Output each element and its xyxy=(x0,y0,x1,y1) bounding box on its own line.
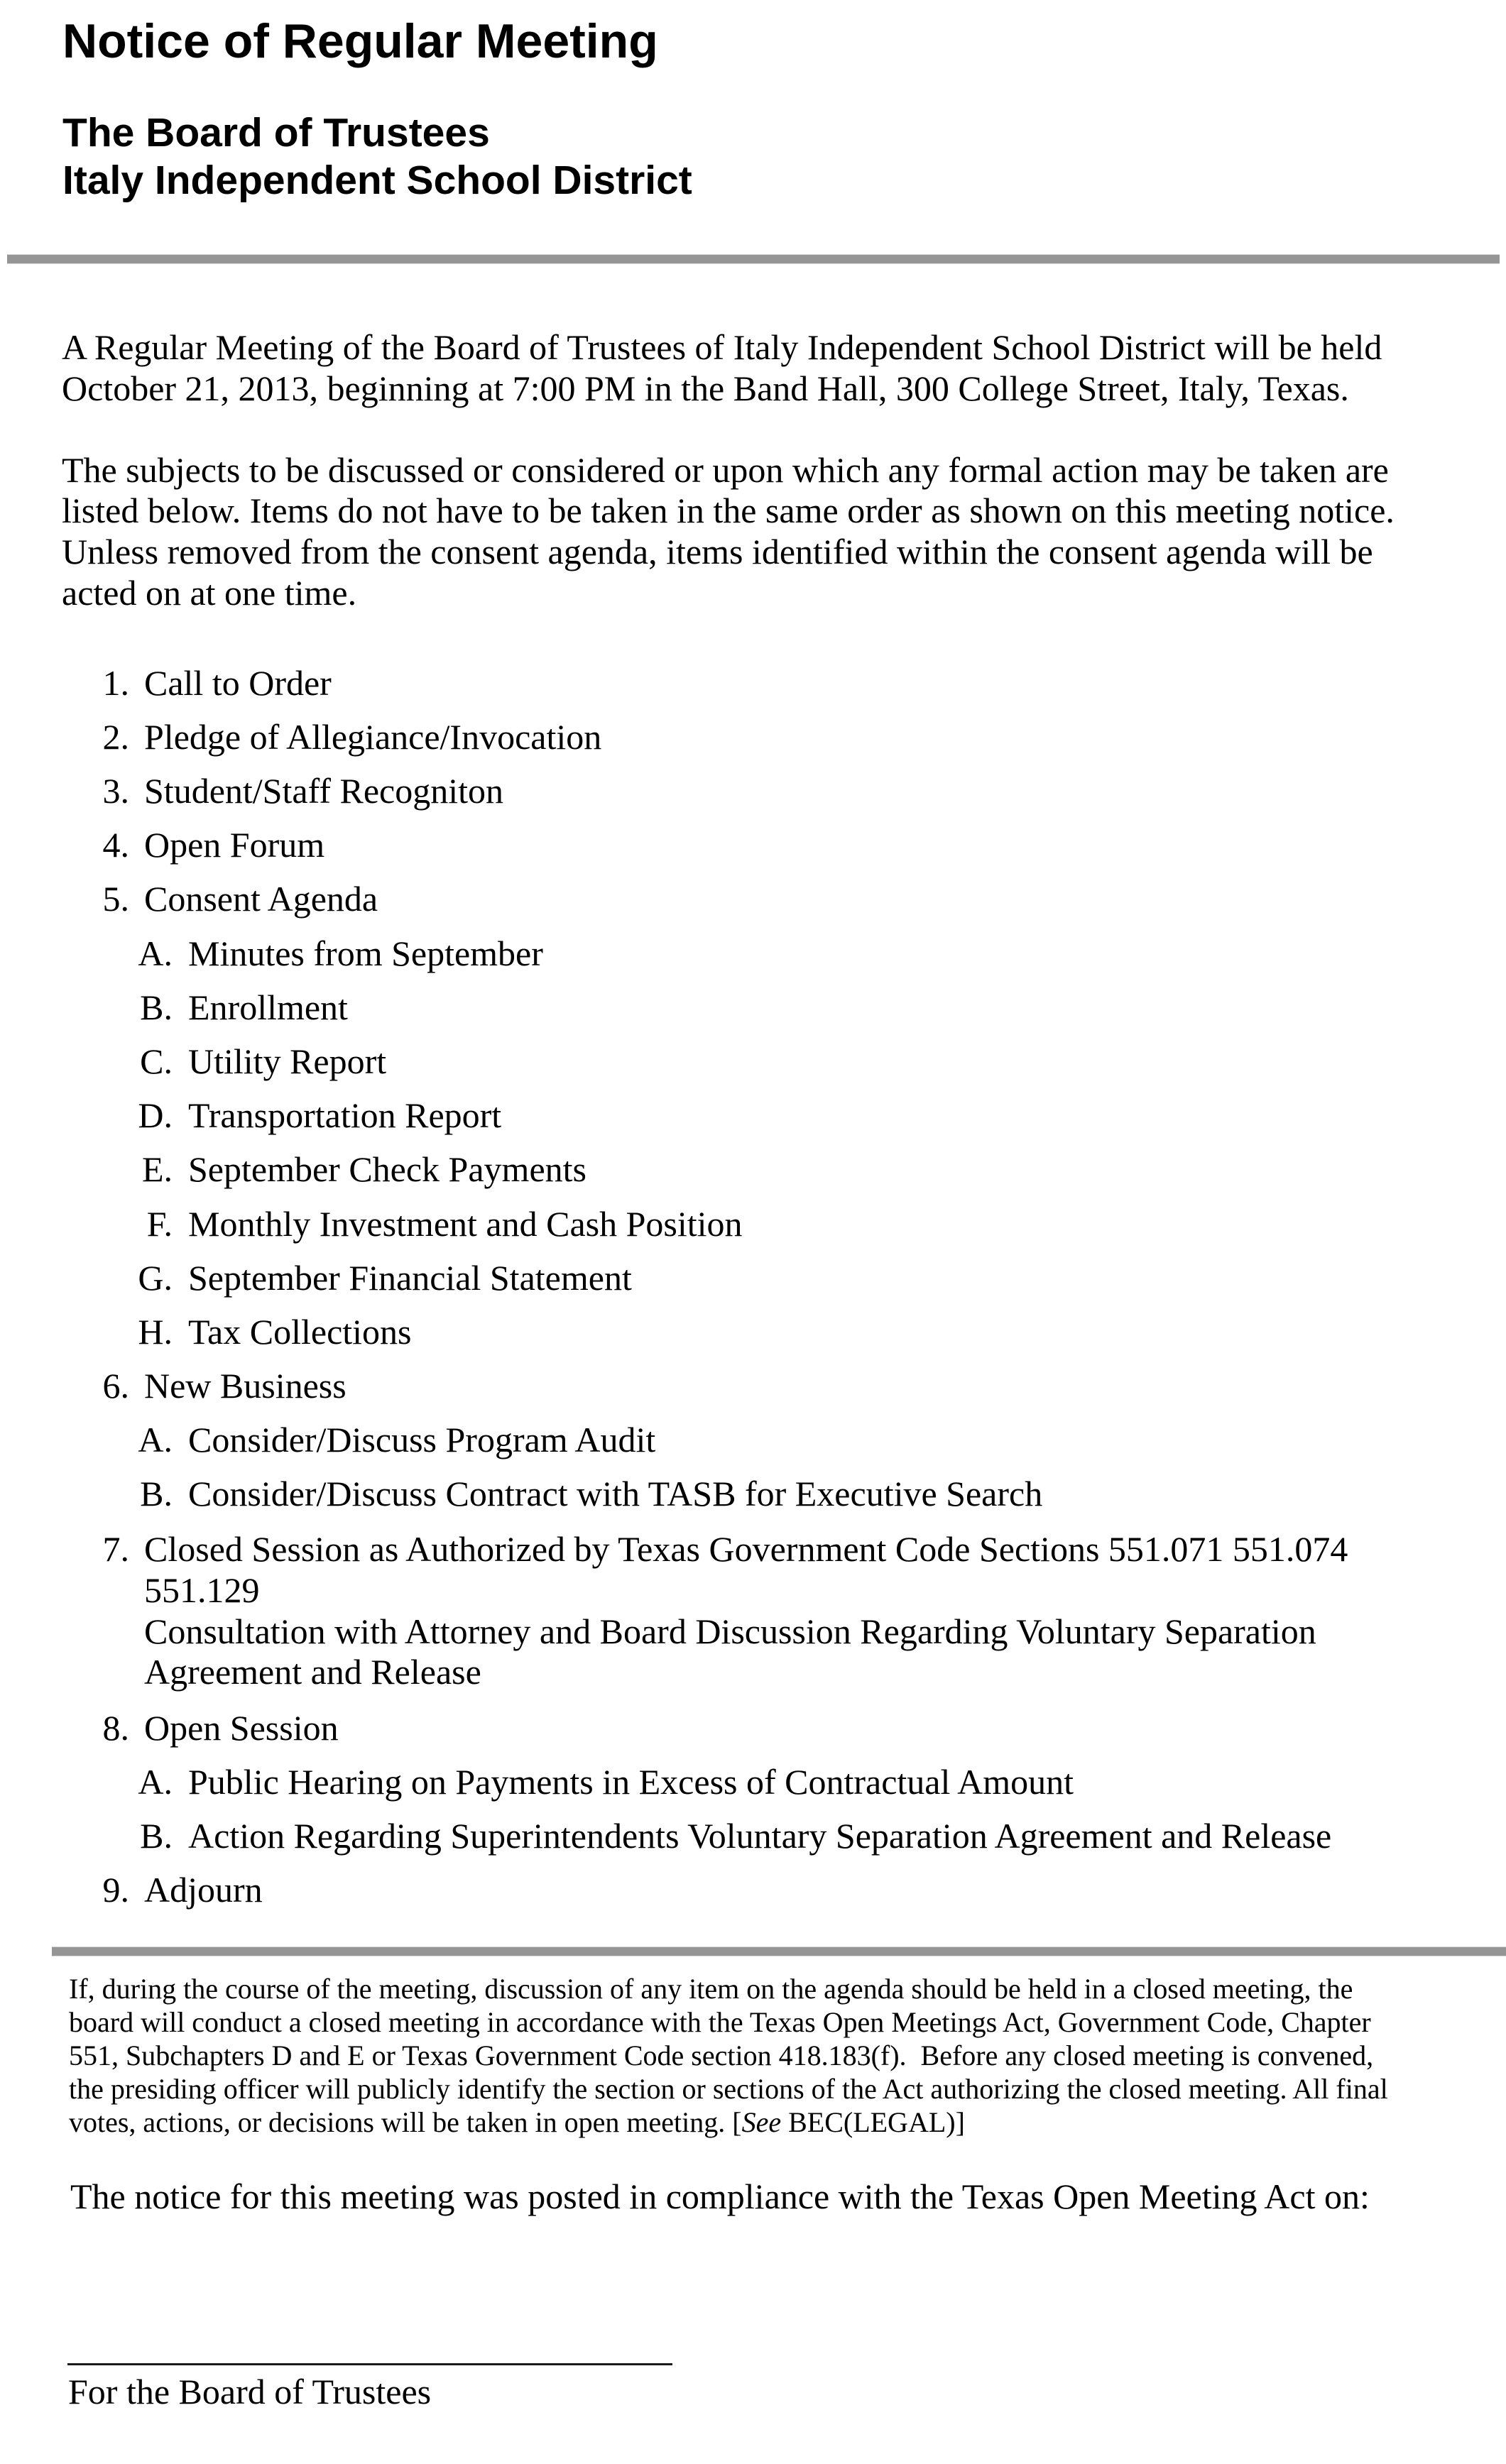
sub-item-letter: B. xyxy=(140,1474,173,1513)
agenda-item-text: Consent Agenda xyxy=(144,879,378,919)
agenda-item-text: Pledge of Allegiance/Invocation xyxy=(144,717,602,757)
sub-item-letter: D. xyxy=(138,1095,173,1135)
see-italic: See xyxy=(741,2106,782,2138)
sub-item-letter: C. xyxy=(140,1041,173,1081)
header-divider xyxy=(7,254,1500,264)
sub-item-letter: H. xyxy=(138,1312,173,1352)
sub-item-text: Consider/Discuss Contract with TASB for Executive Search xyxy=(188,1474,1043,1513)
legal-reference: BEC(LEGAL)] xyxy=(781,2106,965,2138)
agenda-item-text: Consultation with Attorney and Board Discussion Regarding Voluntary Separation xyxy=(144,1611,1316,1651)
agenda-item-text: Open Forum xyxy=(144,825,325,865)
sub-item-text: Public Hearing on Payments in Excess of Contractual Amount xyxy=(188,1762,1074,1802)
notice-line xyxy=(69,2108,965,2137)
notice-line: If, during the course of the meeting, discussion of any item on the agenda should be held in a closed meeting, the xyxy=(69,1973,1353,2005)
agenda-item-text: 551.129 xyxy=(144,1570,260,1610)
sub-item-text: Minutes from September xyxy=(188,933,543,973)
agenda-item-text: Student/Staff Recogniton xyxy=(144,771,503,811)
agenda-item-number: 1. xyxy=(102,663,129,703)
sub-item-letter: F. xyxy=(146,1204,173,1244)
intro-p1-line: A Regular Meeting of the Board of Trustees of Italy Independent School District will be held xyxy=(62,327,1382,367)
agenda-item-number: 8. xyxy=(102,1708,129,1748)
district-heading: Italy Independent School District xyxy=(62,158,692,203)
sub-item-letter: A. xyxy=(138,933,173,973)
agenda-item-number: 4. xyxy=(102,825,129,865)
notice-line: 551, Subchapters D and E or Texas Government Code section 418.183(f). Before any closed meeting is convened, xyxy=(69,2039,1374,2071)
sub-item-text: September Financial Statement xyxy=(188,1258,632,1298)
sub-item-letter: G. xyxy=(138,1258,173,1298)
intro-p2-line: listed below. Items do not have to be taken in the same order as shown on this meeting notice. xyxy=(62,491,1395,530)
posted-statement: The notice for this meeting was posted in compliance with the Texas Open Meeting Act on: xyxy=(70,2176,1370,2216)
sub-item-text: Utility Report xyxy=(188,1041,387,1081)
intro-p1-line: October 21, 2013, beginning at 7:00 PM in the Band Hall, 300 College Street, Italy, Texas. xyxy=(62,368,1349,408)
signature-line xyxy=(67,2363,672,2365)
sub-item-text: Enrollment xyxy=(188,987,348,1027)
board-heading: The Board of Trustees xyxy=(62,110,490,155)
sub-item-letter: A. xyxy=(138,1420,173,1460)
sub-item-text: Consider/Discuss Program Audit xyxy=(188,1420,656,1460)
agenda-item-text: Adjourn xyxy=(144,1870,263,1910)
agenda-item-number: 5. xyxy=(102,879,129,919)
page-title: Notice of Regular Meeting xyxy=(62,14,658,68)
sub-item-letter: B. xyxy=(140,1816,173,1856)
agenda-item-text: New Business xyxy=(144,1366,347,1406)
sub-item-text: September Check Payments xyxy=(188,1149,586,1189)
sub-item-letter: B. xyxy=(140,987,173,1027)
agenda-item-number: 6. xyxy=(102,1366,129,1406)
sub-item-letter: E. xyxy=(141,1149,173,1189)
sub-item-letter: A. xyxy=(138,1762,173,1802)
sub-item-text: Action Regarding Superintendents Voluntary Separation Agreement and Release xyxy=(188,1816,1332,1856)
signature-label: For the Board of Trustees xyxy=(68,2372,432,2411)
agenda-item-text: Call to Order xyxy=(144,663,332,703)
sub-item-text: Transportation Report xyxy=(188,1095,502,1135)
agenda-item-text: Open Session xyxy=(144,1708,339,1748)
agenda-item-number: 7. xyxy=(102,1529,129,1569)
agenda-item-text: Closed Session as Authorized by Texas Government Code Sections 551.071 551.074 xyxy=(144,1529,1348,1569)
notice-line: the presiding officer will publicly identify the section or sections of the Act authorizing the closed meeting. All final xyxy=(69,2073,1388,2105)
notice-line: board will conduct a closed meeting in accordance with the Texas Open Meetings Act, Government Code, Chapter xyxy=(69,2006,1371,2038)
intro-p2-line: Unless removed from the consent agenda, items identified within the consent agenda will be xyxy=(62,532,1373,571)
sub-item-text: Monthly Investment and Cash Position xyxy=(188,1204,743,1244)
intro-p2-line: The subjects to be discussed or considered or upon which any formal action may be taken are xyxy=(62,450,1389,490)
agenda-item-number: 3. xyxy=(102,771,129,811)
intro-p2-line: acted on at one time. xyxy=(62,573,357,613)
agenda-item-number: 9. xyxy=(102,1870,129,1910)
agenda-item-number: 2. xyxy=(102,717,129,757)
sub-item-text: Tax Collections xyxy=(188,1312,412,1352)
agenda-item-text: Agreement and Release xyxy=(144,1652,481,1692)
notice-last-prefix: votes, actions, or decisions will be taken in open meeting. [ xyxy=(69,2106,742,2138)
footer-divider xyxy=(52,1946,1506,1956)
